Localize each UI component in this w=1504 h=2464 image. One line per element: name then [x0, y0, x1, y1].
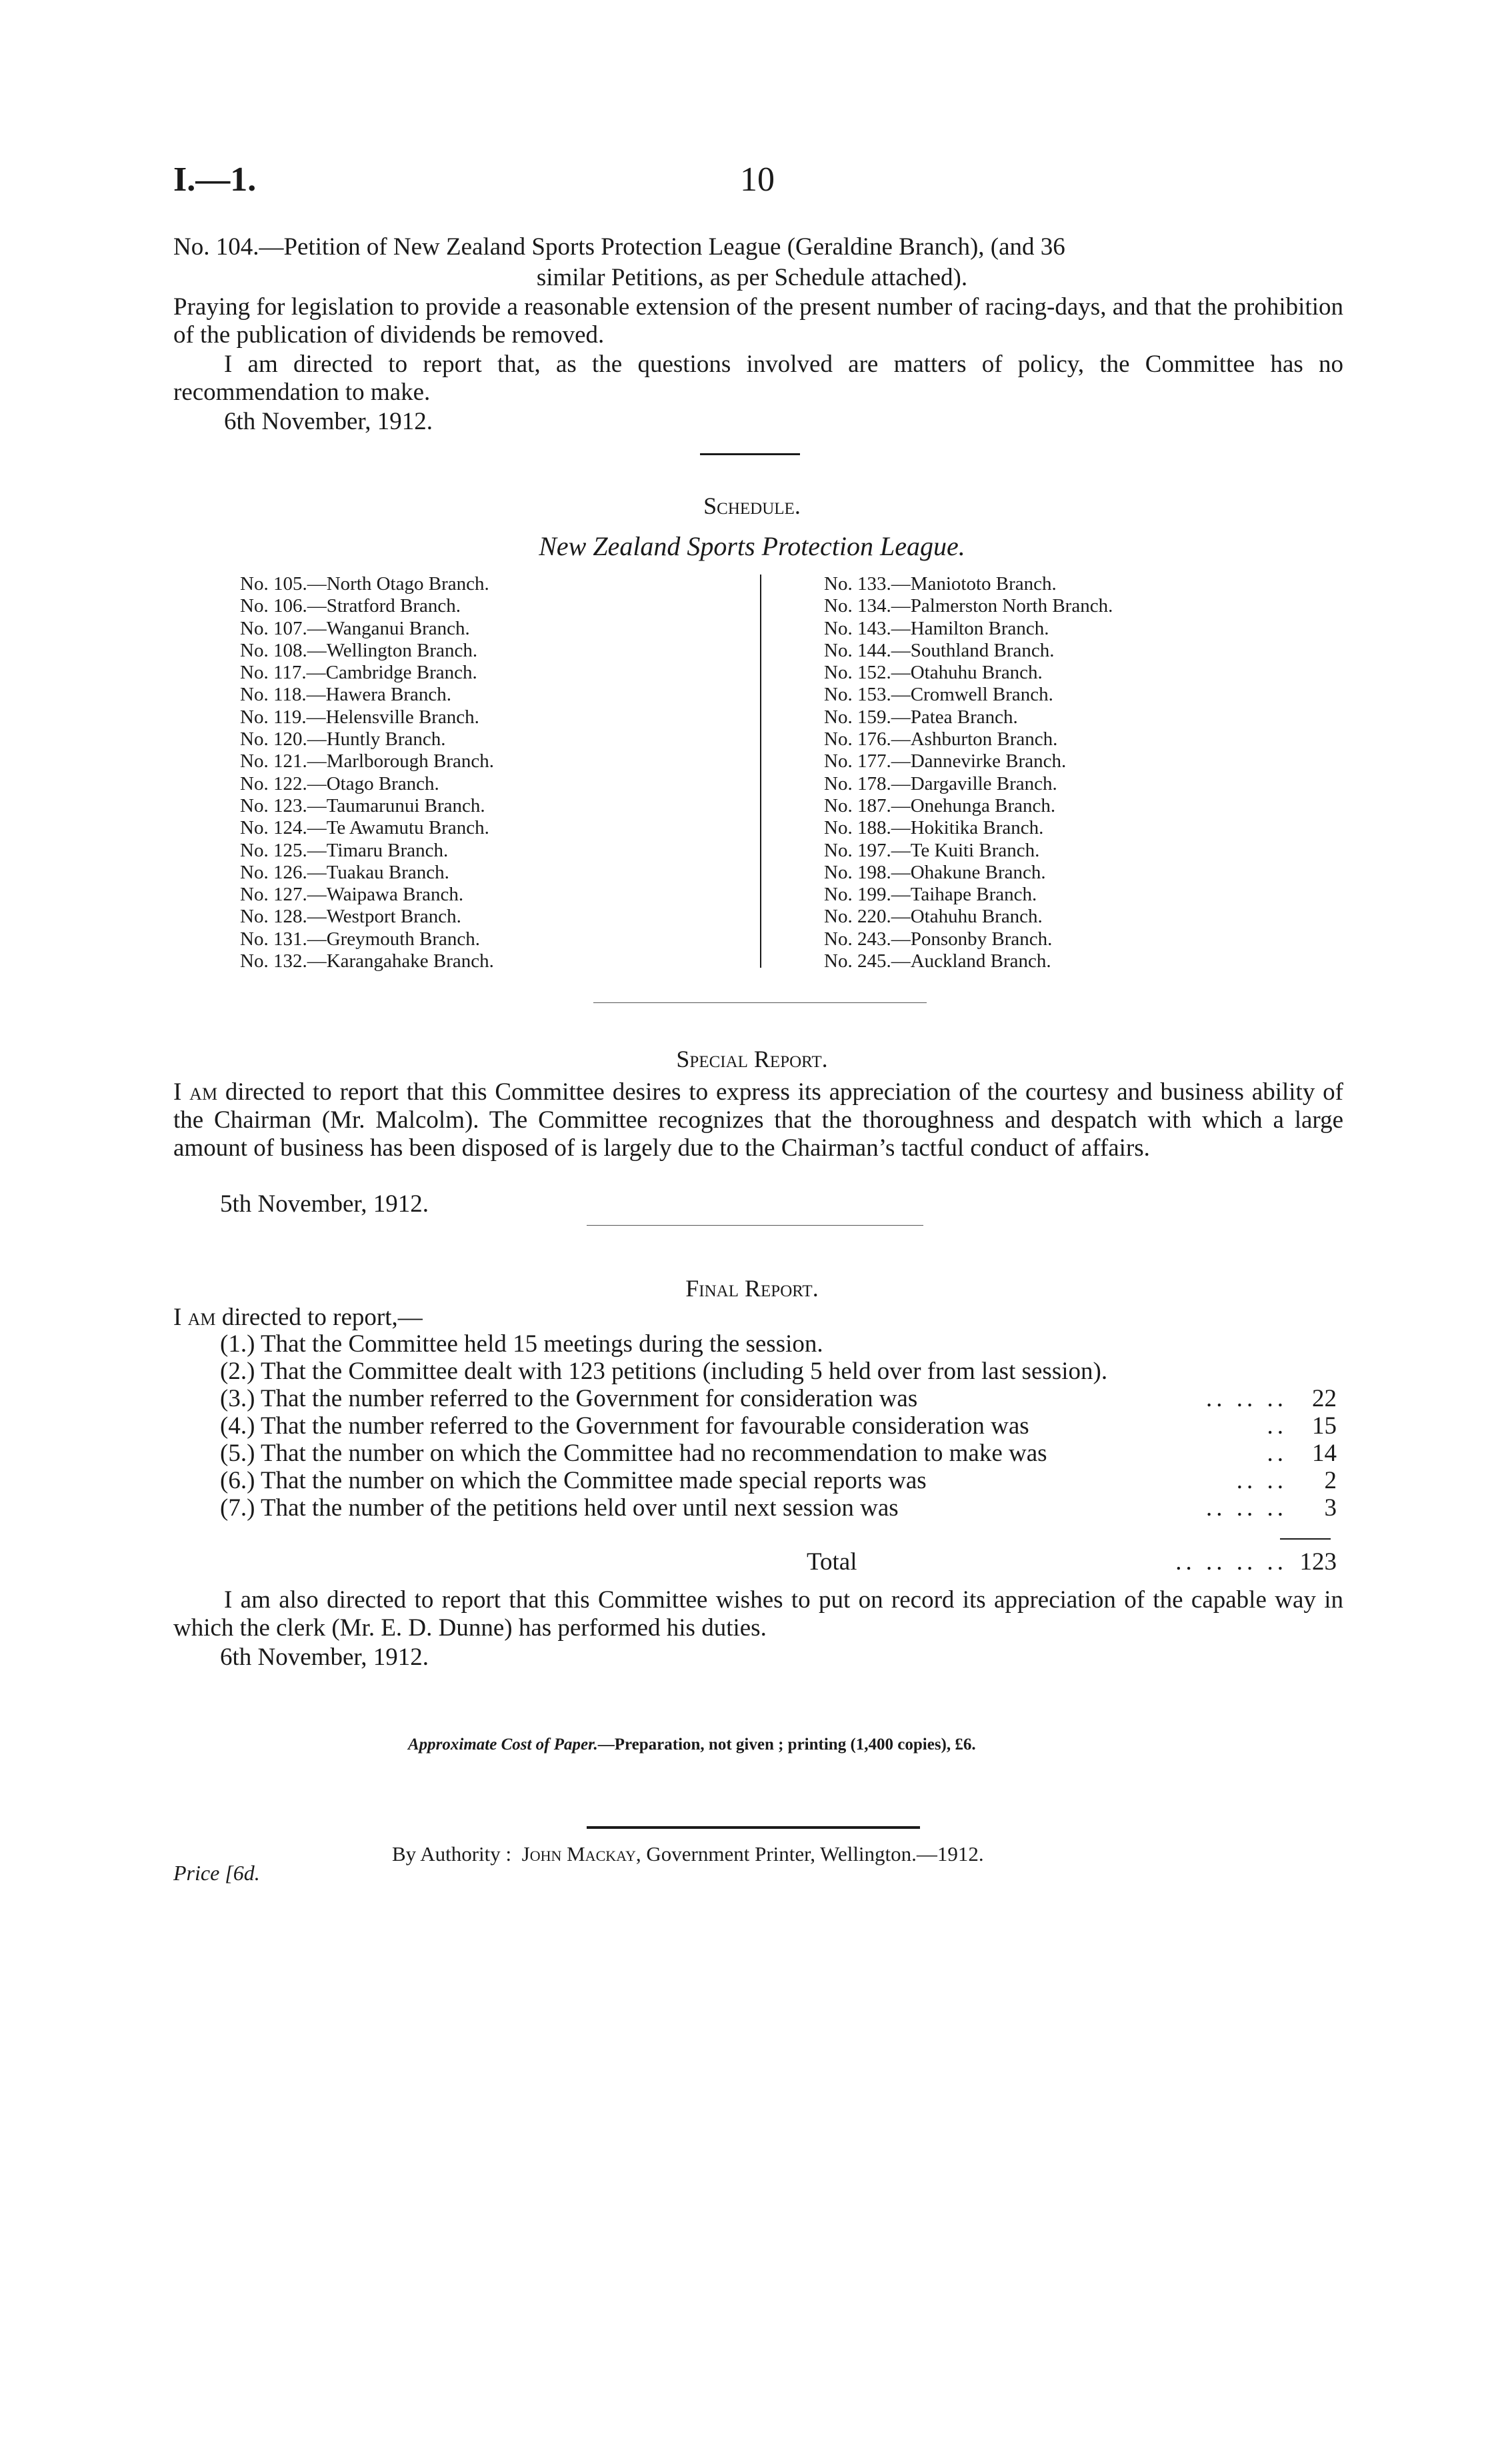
item-value-line [1267, 1412, 1337, 1440]
final-report-closing: I am also directed to report that this Committee wishes to put on record its appreciation of the capable way in which the clerk (Mr. E. D. Dunne) has performed his duties. [173, 1586, 1343, 1642]
list-item: No. 118.—Hawera Branch. [240, 684, 452, 706]
leader-dots: .. .. [1236, 1467, 1287, 1494]
item-text: (2.) That the Committee dealt with 123 petitions (including 5 held over from last session). [220, 1358, 1108, 1385]
list-item: No. 120.—Huntly Branch. [240, 728, 446, 750]
divider [587, 1225, 923, 1226]
total-line [930, 1548, 1337, 1576]
list-item: No. 107.—Wanganui Branch. [240, 617, 470, 639]
item-value: 14 [1312, 1440, 1337, 1467]
item-text: (3.) That the number referred to the Government for consideration was [220, 1385, 918, 1412]
list-item: No. 128.—Westport Branch. [240, 906, 461, 928]
list-item: No. 159.—Patea Branch. [824, 706, 1018, 728]
sum-rule [1280, 1538, 1331, 1540]
list-item: No. 187.—Onehunga Branch. [824, 794, 1056, 816]
list-item: No. 123.—Taumarunui Branch. [240, 794, 485, 816]
cost-text: —Preparation, not given ; printing (1,400 copies), £6. [597, 1736, 976, 1754]
printer-line [392, 1842, 984, 1866]
final-report-intro [173, 1304, 1343, 1332]
total-label: Total [807, 1548, 857, 1576]
list-item: No. 134.—Palmerston North Branch. [824, 595, 1113, 617]
list-item: No. 127.—Waipawa Branch. [240, 884, 464, 906]
price: Price [6d. [173, 1861, 260, 1885]
cost-label: Approximate Cost of Paper. [408, 1736, 598, 1754]
item-value-line [1237, 1467, 1337, 1494]
special-report-body [173, 1078, 1343, 1162]
schedule-subheading: New Zealand Sports Protection League. [539, 531, 965, 561]
leader-dots: .. .. .. [1206, 1385, 1287, 1412]
list-item: No. 117.—Cambridge Branch. [240, 662, 477, 684]
list-item: No. 152.—Otahuhu Branch. [824, 662, 1043, 684]
column-divider [760, 575, 761, 968]
item-text: (7.) That the number of the petitions held over until next session was [220, 1494, 899, 1522]
list-item [220, 1494, 1337, 1522]
list-item: No. 188.—Hokitika Branch. [824, 817, 1044, 839]
list-item: No. 132.—Karangahake Branch. [240, 950, 494, 972]
schedule-right-column [824, 573, 1113, 972]
item-value: 3 [1324, 1494, 1337, 1522]
leader-dots: .. .. .. [1206, 1494, 1287, 1522]
list-item: No. 245.—Auckland Branch. [824, 950, 1051, 972]
list-item: No. 143.—Hamilton Branch. [824, 617, 1049, 639]
divider [593, 1002, 927, 1003]
item-value: 2 [1324, 1467, 1337, 1494]
list-item [220, 1330, 1337, 1358]
special-report-heading: Special Report. [676, 1046, 828, 1072]
list-item: No. 177.—Dannevirke Branch. [824, 750, 1067, 772]
list-item [220, 1385, 1337, 1412]
special-report-date: 5th November, 1912. [220, 1190, 429, 1218]
list-item: No. 126.—Tuakau Branch. [240, 861, 449, 883]
item-text: (1.) That the Committee held 15 meetings during the session. [220, 1330, 823, 1358]
page-number: 10 [740, 161, 775, 199]
final-report-lead: I am [173, 1304, 216, 1331]
item-value-line [1267, 1440, 1337, 1467]
list-item: No. 133.—Maniototo Branch. [824, 573, 1057, 595]
special-report-text: directed to report that this Committee desires to express its appreciation of the courtesy and business ability of the Chairman (Mr. Malcolm). The Committee recognizes that the thoroughness and despatch with which a large amount of business has been disposed of is largely due to the Chairman’s tactful conduct of affairs. [173, 1078, 1344, 1162]
item-value: 22 [1312, 1385, 1337, 1412]
item-value-line [1206, 1385, 1337, 1412]
schedule-heading: Schedule. [703, 493, 801, 519]
item-text: (5.) That the number on which the Committee had no recommendation to make was [220, 1440, 1047, 1467]
list-item: No. 122.—Otago Branch. [240, 772, 439, 794]
petition-title-line1: No. 104.—Petition of New Zealand Sports Protection League (Geraldine Branch), (and 36 [173, 233, 1065, 261]
final-report-date: 6th November, 1912. [220, 1644, 429, 1671]
leader-dots: .. [1267, 1412, 1287, 1440]
printer-name: John Mackay [521, 1842, 636, 1865]
final-report-heading: Final Report. [685, 1275, 819, 1302]
item-text: (4.) That the number referred to the Government for favourable consideration was [220, 1412, 1029, 1440]
item-text: (6.) That the number on which the Committee made special reports was [220, 1467, 927, 1494]
leader-dots: .. .. .. .. [1175, 1548, 1287, 1576]
list-item: No. 199.—Taihape Branch. [824, 884, 1037, 906]
list-item [220, 1467, 1337, 1494]
list-item: No. 124.—Te Awamutu Branch. [240, 817, 489, 839]
petition-report: I am directed to report that, as the questions involved are matters of policy, the Committee has no recommendation to make. [173, 351, 1343, 406]
total-value: 123 [1299, 1548, 1337, 1576]
list-item: No. 131.—Greymouth Branch. [240, 928, 481, 950]
divider [587, 1826, 920, 1829]
petition-date: 6th November, 1912. [224, 408, 433, 435]
leader-dots: .. [1267, 1440, 1287, 1467]
list-item: No. 153.—Cromwell Branch. [824, 684, 1053, 706]
special-report-lead: I am [173, 1078, 218, 1106]
authority-prefix: By Authority : [392, 1842, 512, 1865]
list-item: No. 119.—Helensville Branch. [240, 706, 479, 728]
section-number: I.—1. [173, 161, 257, 199]
list-item: No. 178.—Dargaville Branch. [824, 772, 1057, 794]
list-item [220, 1412, 1337, 1440]
list-item: No. 197.—Te Kuiti Branch. [824, 839, 1040, 861]
list-item: No. 106.—Stratford Branch. [240, 595, 461, 617]
petition-praying: Praying for legislation to provide a reasonable extension of the present number of racing-days, and that the prohibition of the publication of dividends be removed. [173, 293, 1343, 349]
final-report-intro-text: directed to report,— [215, 1304, 423, 1331]
list-item: No. 121.—Marlborough Branch. [240, 750, 494, 772]
list-item: No. 198.—Ohakune Branch. [824, 861, 1046, 883]
list-item [220, 1440, 1337, 1467]
list-item [220, 1358, 1337, 1385]
item-value-line [1206, 1494, 1337, 1522]
petition-title-line2: similar Petitions, as per Schedule attached). [536, 264, 968, 291]
cost-note [408, 1736, 976, 1754]
list-item: No. 105.—North Otago Branch. [240, 573, 489, 595]
list-item: No. 125.—Timaru Branch. [240, 839, 449, 861]
list-item: No. 220.—Otahuhu Branch. [824, 906, 1043, 928]
list-item: No. 243.—Ponsonby Branch. [824, 928, 1053, 950]
divider [700, 453, 800, 455]
schedule-left-column [240, 573, 494, 972]
authority-suffix: , Government Printer, Wellington.—1912. [635, 1842, 984, 1865]
list-item: No. 176.—Ashburton Branch. [824, 728, 1058, 750]
item-value: 15 [1312, 1412, 1337, 1440]
list-item: No. 108.—Wellington Branch. [240, 639, 478, 661]
petition-title [173, 233, 1343, 261]
list-item: No. 144.—Southland Branch. [824, 639, 1055, 661]
